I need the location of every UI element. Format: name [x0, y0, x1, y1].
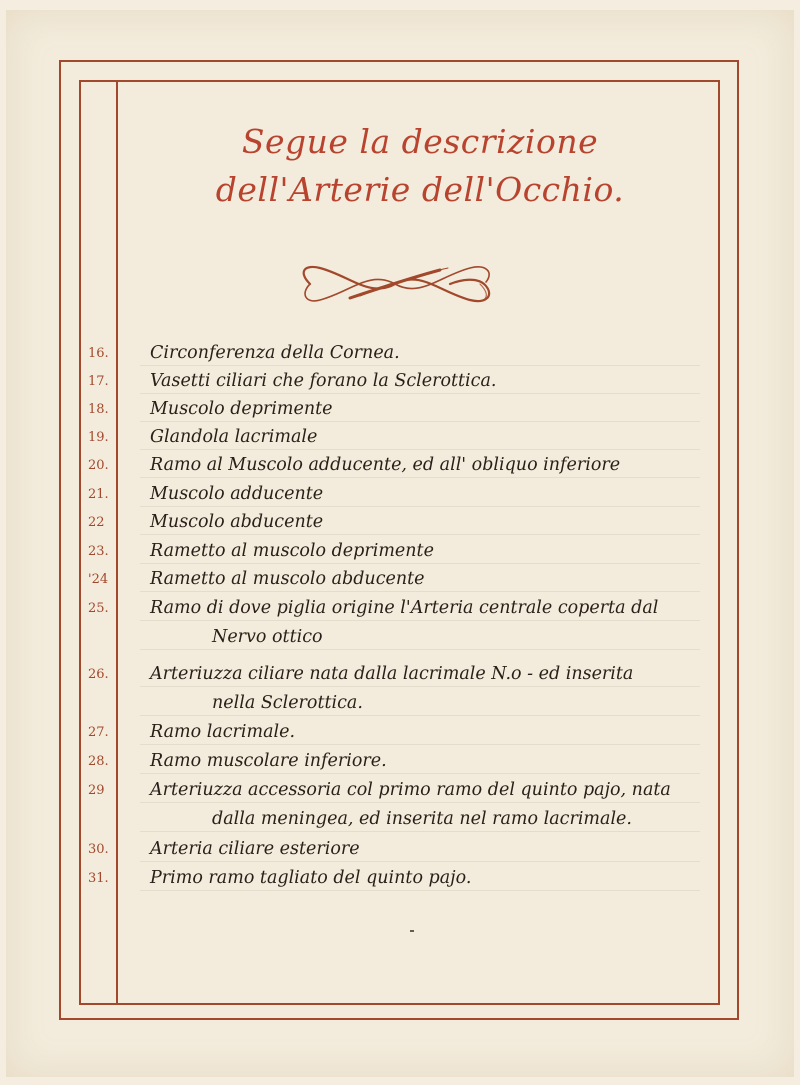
entry-number: 25.: [88, 601, 109, 616]
entry-text: Muscolo abducente: [150, 512, 324, 532]
entry-text: Primo ramo tagliato del quinto pajo.: [150, 868, 472, 888]
entry-number: 23.: [88, 544, 109, 559]
entry-text: Muscolo deprimente: [150, 399, 333, 419]
pencil-guide-line: [140, 890, 700, 891]
entry-text: Arteriuzza accessoria col primo ramo del quinto pajo, nata: [150, 780, 671, 800]
entry-number: 30.: [88, 842, 109, 857]
pencil-guide-line: [140, 506, 700, 507]
entry-number: 26.: [88, 667, 109, 682]
pencil-guide-line: [140, 563, 700, 564]
pencil-guide-line: [140, 802, 700, 803]
entry-text: Ramo lacrimale.: [150, 722, 296, 742]
pencil-guide-line: [140, 477, 700, 478]
entry-text: Circonferenza della Cornea.: [150, 343, 400, 363]
pencil-guide-line: [140, 620, 700, 621]
pencil-guide-line: [140, 686, 700, 687]
entry-number: 27.: [88, 725, 109, 740]
pencil-guide-line: [140, 744, 700, 745]
ink-speck: [410, 930, 414, 932]
pencil-guide-line: [140, 649, 700, 650]
entry-number: 29: [88, 783, 105, 798]
entry-number: 31.: [88, 871, 109, 886]
entry-text: Arteriuzza ciliare nata dalla lacrimale N.o - ed inserita: [150, 664, 634, 684]
entry-text: Muscolo adducente: [150, 484, 324, 504]
entry-number: 16.: [88, 346, 109, 361]
entry-number: 18.: [88, 402, 109, 417]
entry-text: Arteria ciliare esteriore: [150, 839, 360, 859]
entry-text: Ramo di dove piglia origine l'Arteria centrale coperta dal: [150, 598, 659, 618]
pencil-guide-line: [140, 365, 700, 366]
calligraphic-flourish: [290, 258, 500, 310]
page-title-line-1: Segue la descrizione: [241, 122, 599, 161]
page-title-line-2: dell'Arterie dell'Occhio.: [215, 170, 625, 209]
entry-number: 22: [88, 515, 105, 530]
entry-number: '24: [88, 572, 109, 587]
entry-text: Vasetti ciliari che forano la Sclerottica.: [150, 371, 497, 391]
entry-text: Rametto al muscolo deprimente: [150, 541, 434, 561]
pencil-guide-line: [140, 393, 700, 394]
pencil-guide-line: [140, 861, 700, 862]
number-column-rule: [116, 81, 118, 1004]
pencil-guide-line: [140, 773, 700, 774]
pencil-guide-line: [140, 421, 700, 422]
pencil-guide-line: [140, 449, 700, 450]
pencil-guide-line: [140, 715, 700, 716]
entry-text: Ramo al Muscolo adducente, ed all' obliquo inferiore: [150, 455, 621, 475]
entry-number: 19.: [88, 430, 109, 445]
pencil-guide-line: [140, 591, 700, 592]
entry-text: Glandola lacrimale: [150, 427, 318, 447]
entry-text: Rametto al muscolo abducente: [150, 569, 425, 589]
entry-number: 17.: [88, 374, 109, 389]
entry-text-continuation: nella Sclerottica.: [212, 693, 363, 713]
entry-text-continuation: Nervo ottico: [212, 627, 323, 647]
entry-number: 21.: [88, 487, 109, 502]
entry-text-continuation: dalla meningea, ed inserita nel ramo lacrimale.: [212, 809, 632, 829]
pencil-guide-line: [140, 534, 700, 535]
entry-text: Ramo muscolare inferiore.: [150, 751, 387, 771]
entry-number: 20.: [88, 458, 109, 473]
entry-number: 28.: [88, 754, 109, 769]
pencil-guide-line: [140, 831, 700, 832]
